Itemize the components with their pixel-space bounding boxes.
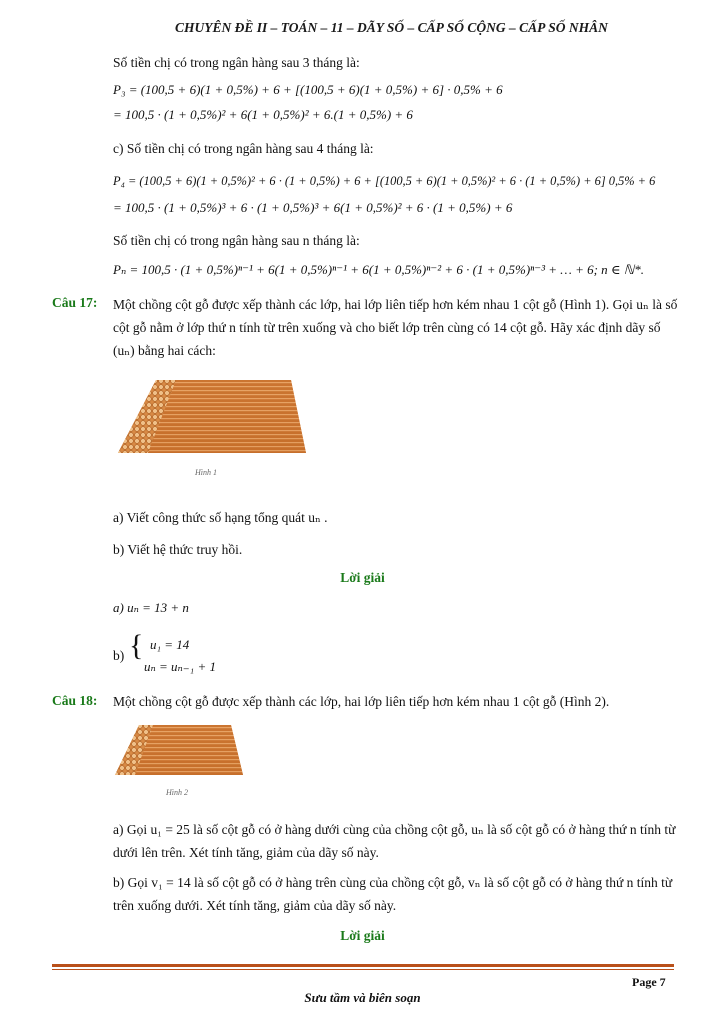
question-18-part-a: a) Gọi u₁ = 25 là số cột gỗ có ở hàng dưới cùng của chồng cột gỗ, uₙ là số cột gỗ có ở hàng thứ n tính từ dưới lên trên. Xét tính tăng, giảm của dãy số này. xyxy=(113,822,676,860)
solution-heading: Lời giải xyxy=(340,570,385,585)
question-17-text: Một chồng cột gỗ được xếp thành các lớp, hai lớp liên tiếp hơn kém nhau 1 cột gỗ (Hình 1). Gọi uₙ là số cột gỗ nằm ở lớp thứ n tính từ trên xuống và cho biết lớp trên cùng có 14 cột gỗ. Hãy xác định dãy số (uₙ) bằng hai cách: xyxy=(113,297,678,358)
figure-1-caption: Hình 1 xyxy=(195,468,217,477)
brace-symbol: { xyxy=(129,629,144,662)
page-number: Page 7 xyxy=(632,975,666,989)
answer-b-line1: u₁ = 14 xyxy=(150,637,190,652)
question-17-part-a: a) Viết công thức số hạng tổng quát uₙ . xyxy=(113,510,328,525)
text-line: Số tiền chị có trong ngân hàng sau n tháng là: xyxy=(113,233,360,248)
footer-divider-thin xyxy=(52,969,674,970)
solution-heading: Lời giải xyxy=(340,928,385,943)
footer-text: Sưu tầm và biên soạn xyxy=(304,990,421,1005)
formula-p3-line2: = 100,5 · (1 + 0,5%)² + 6(1 + 0,5%)² + 6.(1 + 0,5%) + 6 xyxy=(113,107,413,122)
text-line: c) Số tiền chị có trong ngân hàng sau 4 tháng là: xyxy=(113,141,374,156)
question-17-label: Câu 17: xyxy=(52,295,98,310)
formula-p3-line1: P₃ = (100,5 + 6)(1 + 0,5%) + 6 + [(100,5 + 6)(1 + 0,5%) + 6] · 0,5% + 6 xyxy=(113,82,503,97)
question-17-part-b: b) Viết hệ thức truy hồi. xyxy=(113,542,243,557)
formula-p4-line1: P₄ = (100,5 + 6)(1 + 0,5%)² + 6 · (1 + 0,5%) + 6 + [(100,5 + 6)(1 + 0,5%)² + 6 · (1 + 0,5%) + 6] 0,5% + 6 xyxy=(113,174,656,188)
question-18-label: Câu 18: xyxy=(52,693,98,708)
footer-divider xyxy=(52,964,674,967)
formula-pn: Pₙ = 100,5 · (1 + 0,5%)ⁿ⁻¹ + 6(1 + 0,5%)ⁿ⁻¹ + 6(1 + 0,5%)ⁿ⁻² + 6 · (1 + 0,5%)ⁿ⁻³ + … + 6; n ∈ ℕ*. xyxy=(113,262,644,277)
wood-stack-illustration xyxy=(113,723,243,781)
question-18-text: Một chồng cột gỗ được xếp thành các lớp, hai lớp liên tiếp hơn kém nhau 1 cột gỗ (Hình 2). xyxy=(113,694,610,709)
figure-2 xyxy=(113,723,243,785)
text-line: Số tiền chị có trong ngân hàng sau 3 tháng là: xyxy=(113,55,360,70)
answer-b-line2: uₙ = uₙ₋₁ + 1 xyxy=(144,659,216,674)
figure-2-caption: Hình 2 xyxy=(166,788,188,797)
answer-b-label: b) xyxy=(113,648,125,663)
answer-a: a) uₙ = 13 + n xyxy=(113,600,189,615)
formula-p4-line2: = 100,5 · (1 + 0,5%)³ + 6 · (1 + 0,5%)³ + 6(1 + 0,5%)² + 6 · (1 + 0,5%) + 6 xyxy=(113,200,513,215)
page-header: CHUYÊN ĐỀ II – TOÁN – 11 – DÃY SỐ – CẤP SỐ CỘNG – CẤP SỐ NHÂN xyxy=(175,20,608,35)
question-18-part-b: b) Gọi v₁ = 14 là số cột gỗ có ở hàng trên cùng của chồng cột gỗ, vₙ là số cột gỗ có ở hàng thứ n tính từ trên xuống dưới. Xét tính tăng, giảm của dãy số này. xyxy=(113,875,673,913)
